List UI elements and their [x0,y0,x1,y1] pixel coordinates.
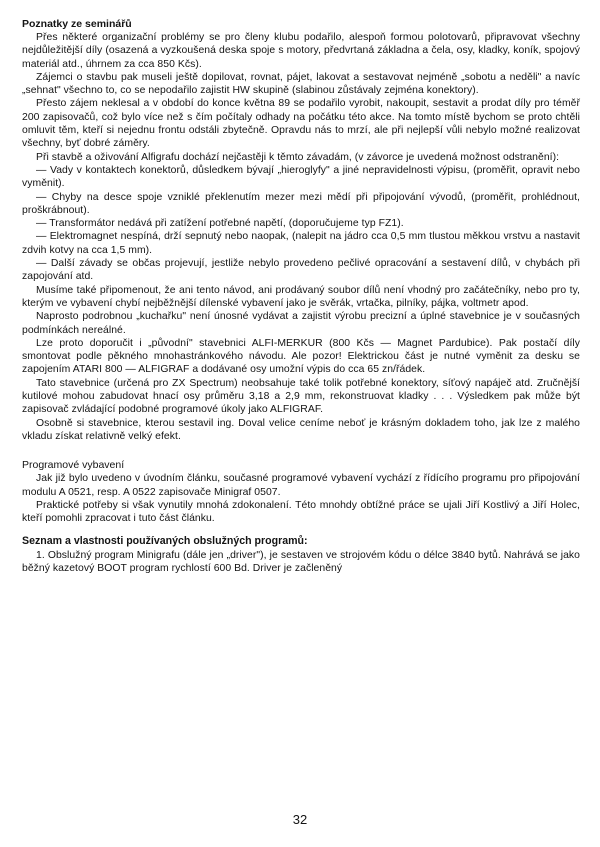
list-item: 1. Obslužný program Minigrafu (dále jen „driver"), je sestaven ve strojovém kódu o délce 3840 bytů. Nahrává se jako běžný kazetový BOOT program rychlostí 600 Bd. Driver je začleněný [22,549,580,574]
paragraph: Zájemci o stavbu pak museli ještě dopilovat, rovnat, pájet, lakovat a sestavovat nejméně „sobotu a neděli" a navíc „sehnat" všechno to, co se nepodařilo zajistit HW skupině (slabinou zůstávaly zejména konektory). [22,71,580,97]
list-item: — Transformátor nedává při zatížení potřebné napětí, (doporučujeme typ FZ1). [36,218,404,230]
paragraph: Naprosto podrobnou „kuchařku" není únosné vydávat a zajistit výrobu precizní a úplné stavebnice je v současných podmínkách nereálné. [22,311,580,336]
heading: Poznatky ze seminářů [22,18,132,30]
page-number: 32 [292,812,308,827]
list-item: — Chyby na desce spoje vzniklé překlenutím mezer mezi mědí při připojování vývodů, (proměřit, prohlédnout, proškrábnout). [22,191,580,216]
paragraph: Přesto zájem neklesal a v období do konce května 89 se podařilo vyrobit, nakoupit, sestavit a prodat díly pro téměř 200 zapisovačů, což bylo více než s čím počítaly odhady na počátku této akce. Na tomto místě bychom se proto chtěli omluvit těm, kteří si nejednu frontu odstáli zbytečně. Opravdu nás to mrzí, ale při nejlepší vůli nebylo možné realizovat všechny, byť dobré záměry. [22,98,580,150]
paragraph: Při stavbě a oživování Alfigrafu dochází nejčastěji k těmto závadám, (v závorce je uvedená možnost odstranění): [36,151,560,163]
section-title: Programové vybavení [22,459,125,472]
paragraph: Tato stavebnice (určená pro ZX Spectrum) neobsahuje také tolik potřebné konektory, síťový napáječ atd. Zručnější kutilové mohou zabudovat hnací osy průměru 3,18 a 2,9 mm, rekonstruovat kladky . . . Výsledkem pak může být zapisovač zvládající podobné programové úkoly jako ALFIGRAF. [22,377,580,416]
paragraph: Praktické potřeby si však vynutily mnohá zdokonalení. Této mnohdy obtížné práce se ujali Jiří Kostlivý a Jiří Holec, kteří pomohli zpracovat i tuto část článku. [22,499,580,525]
list-item: — Vady v kontaktech konektorů, důsledkem bývají „hieroglyfy" a jiné nepravidelnosti výpisu, (proměřit, opravit nebo vyměnit). [22,164,580,190]
list-item: — Další závady se občas projevují, jestliže nebylo provedeno pečlivé opracování a sestavení dílů, v chybách při zapojování atd. [22,258,580,283]
list-item: — Elektromagnet nespíná, drží sepnutý nebo naopak, (nalepit na jádro cca 0,5 mm tlustou měkkou vrstvu a nastavit zdvih kotvy na cca 1,5 mm). [22,231,580,256]
paragraph: Přes některé organizační problémy se pro členy klubu podařilo, alespoň formou polotovarů, připravovat všechny nejdůležitější díly (osazená a vyzkoušená deska spoje s motory, předvrtaná základna a čela, osy, kladky, koník, spojový materiál atd., úhrnem za cca 850 Kčs). [22,32,580,70]
paragraph: Osobně si stavebnice, kterou sestavil ing. Doval velice ceníme neboť je krásným dokladem toho, jak lze z malého vkladu získat relativně velký efekt. [22,417,580,442]
paragraph: Musíme také připomenout, že ani tento návod, ani prodávaný soubor dílů není vhodný pro začátečníky, nebo pro ty, kterým ve vybavení chybí nejběžnější dílenské vybavení jako je svěrák, vrtačka, pilníky, pájka, voltmetr apod. [22,284,580,309]
list-heading: Seznam a vlastnosti používaných obslužných programů: [22,535,308,548]
paragraph: Lze proto doporučit i „původní" stavebnici ALFI-MERKUR (800 Kčs — Magnet Pardubice). Pak postačí díly smontovat podle pěkného mnohastránkového návodu. Ale pozor! Elektrickou část je nutné vyměnit za desku se zapojením ATARI 800 — ALFIGRAF a dodávané osy umožní výpis do cca 65 zn/řádek. [22,337,580,376]
paragraph: Jak již bylo uvedeno v úvodním článku, současné programové vybavení vychází z řídícího programu pro připojování modulu A 0521, resp. A 0522 zapisovače Minigraf 0507. [22,473,580,498]
